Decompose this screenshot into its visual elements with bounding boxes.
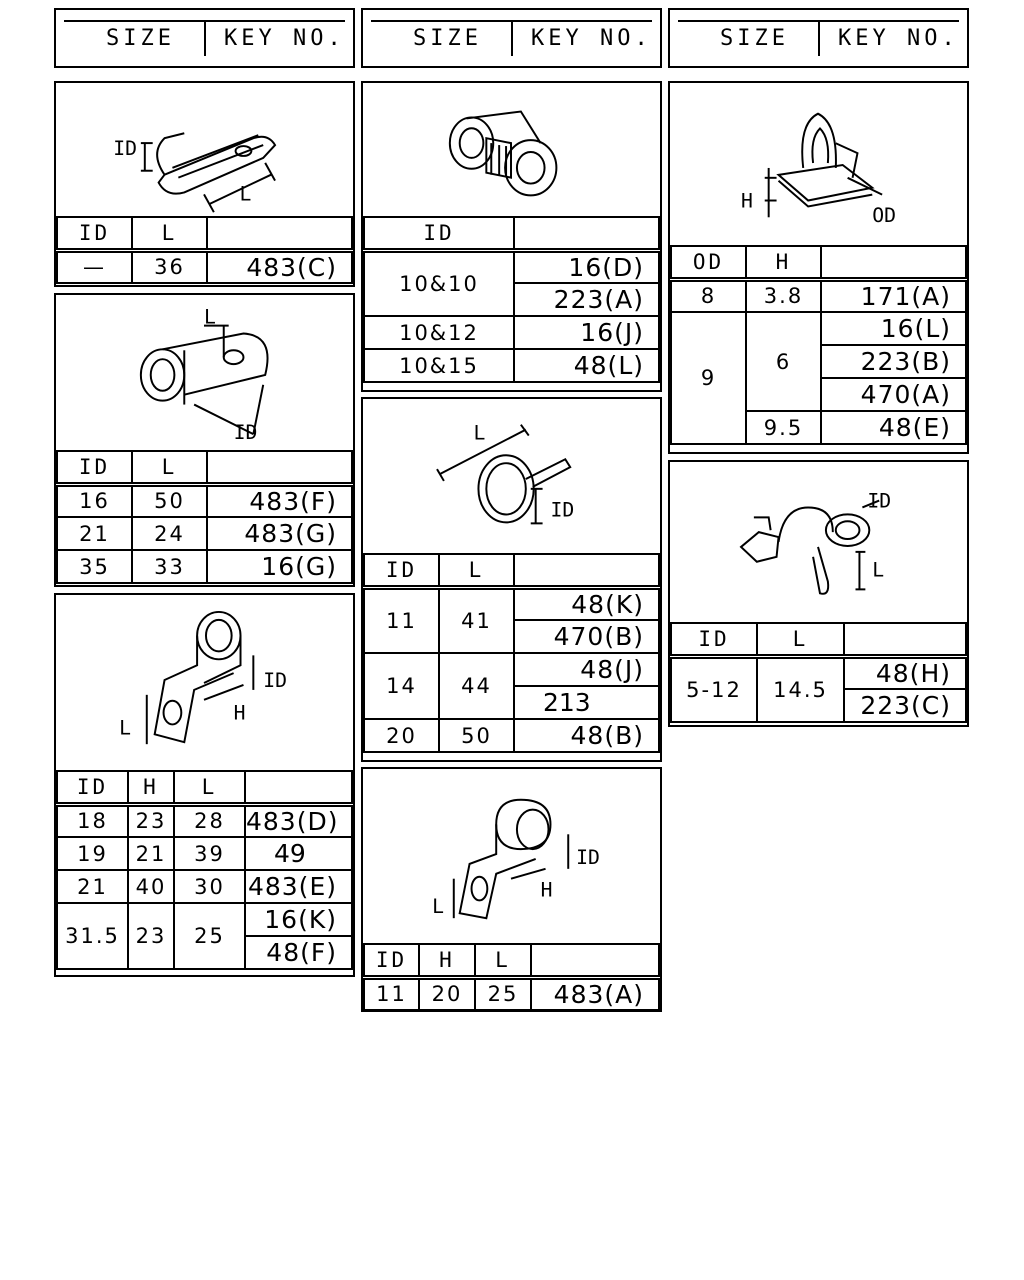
cell-key: 48(K) [514, 587, 659, 620]
spec-table [363, 216, 660, 383]
key-label: KEY NO. [531, 26, 652, 51]
cell-id: 5-12 [671, 656, 757, 722]
cell-l: 44 [439, 653, 514, 719]
cell-l: 36 [132, 250, 207, 283]
col-header: L [174, 771, 245, 804]
col-header: ID [57, 451, 132, 484]
spec-table [56, 216, 353, 284]
cell-key: 223(A) [514, 283, 659, 316]
cell-key: 48(J) [514, 653, 659, 686]
col-header [207, 217, 352, 250]
col-header: ID [364, 217, 514, 250]
spec-table [363, 553, 660, 753]
cell-key: 213 [514, 686, 659, 719]
fig-label-l: L [119, 716, 132, 740]
key-label: KEY NO. [224, 26, 345, 51]
col-header: ID [57, 771, 128, 804]
cell-key: 483(C) [207, 250, 352, 283]
p-clamp-small-figure [363, 769, 660, 944]
fig-label-l: L [239, 182, 252, 206]
cell-id: 21 [57, 517, 132, 550]
cell-key: 483(A) [531, 977, 659, 1010]
panel-push-clip [668, 81, 969, 454]
cell-id: 35 [57, 550, 132, 583]
cell-h: 9.5 [746, 411, 821, 444]
cell-key: 48(L) [514, 349, 659, 382]
double-clip-figure [363, 83, 660, 218]
cell-id: 18 [57, 804, 128, 837]
panel-clamp-eye [54, 293, 355, 587]
cell-h: 40 [128, 870, 174, 903]
cell-key: 48(H) [844, 656, 966, 689]
panel-double-clip [361, 81, 662, 392]
fig-label-h: H [741, 189, 753, 213]
col-header: H [419, 944, 475, 977]
col-header [844, 623, 966, 656]
col-header [207, 451, 352, 484]
cell-key: 483(G) [207, 517, 352, 550]
fig-label-od: OD [872, 204, 897, 228]
cell-key: 483(D) [245, 804, 352, 837]
cell-key: 16(J) [514, 316, 659, 349]
cell-h: 6 [746, 312, 821, 411]
cell-key: 483(E) [245, 870, 352, 903]
fig-label-id: ID [263, 668, 287, 692]
cell-key: 48(F) [245, 936, 352, 969]
panel-hose-clip [668, 460, 969, 727]
col-header [514, 217, 659, 250]
cell-key: 48(B) [514, 719, 659, 752]
header-col1 [54, 8, 355, 68]
cell-l: 25 [174, 903, 245, 969]
cell-l: 30 [174, 870, 245, 903]
cell-id: 11 [364, 977, 419, 1010]
col-header: L [475, 944, 531, 977]
cell-od: 9 [671, 312, 746, 444]
col-header [821, 246, 966, 279]
cell-l: 50 [439, 719, 514, 752]
col-header: ID [57, 217, 132, 250]
cell-key: 470(A) [821, 378, 966, 411]
col-header: L [132, 217, 207, 250]
panel-band-clamp [361, 397, 662, 762]
cell-h: 3.8 [746, 279, 821, 312]
cell-key: 171(A) [821, 279, 966, 312]
cell-id: 11 [364, 587, 439, 653]
clamp-figure [56, 295, 353, 450]
cell-key: 16(L) [821, 312, 966, 345]
spec-table [363, 943, 660, 1011]
fig-label-l: L [473, 421, 486, 445]
cell-key: 49 [245, 837, 352, 870]
cell-od: 8 [671, 279, 746, 312]
fig-label-h: H [233, 701, 246, 725]
panel-p-clamp-small [361, 767, 662, 1012]
push-clip-figure [670, 83, 967, 246]
fig-label-l: L [204, 305, 216, 329]
col-header: L [757, 623, 844, 656]
cell-id: 10&10 [364, 250, 514, 316]
fig-label-id: ID [867, 489, 892, 513]
cell-id: 21 [57, 870, 128, 903]
cell-id: 16 [57, 484, 132, 517]
panel-p-clamp [54, 593, 355, 977]
fig-label-id: ID [233, 421, 258, 445]
col-header: ID [364, 554, 439, 587]
cell-id: 20 [364, 719, 439, 752]
p-clamp-figure [56, 595, 353, 770]
col-header [531, 944, 659, 977]
spec-table [670, 622, 967, 723]
cell-l: 41 [439, 587, 514, 653]
spec-table [670, 245, 967, 445]
cell-h: 23 [128, 903, 174, 969]
cell-key: 483(F) [207, 484, 352, 517]
col-header: OD [671, 246, 746, 279]
cell-h: 21 [128, 837, 174, 870]
cell-key: 16(K) [245, 903, 352, 936]
hose-clip-figure [670, 462, 967, 623]
size-label: SIZE [720, 26, 789, 51]
cell-l: 14.5 [757, 656, 844, 722]
col-header [245, 771, 352, 804]
size-label: SIZE [106, 26, 175, 51]
cell-id: 10&12 [364, 316, 514, 349]
cell-id: — [57, 250, 132, 283]
fig-label-id: ID [576, 845, 600, 869]
cell-key: 223(B) [821, 345, 966, 378]
col-header: L [439, 554, 514, 587]
spec-table [56, 450, 353, 584]
cell-id: 10&15 [364, 349, 514, 382]
cell-l: 33 [132, 550, 207, 583]
col-header: H [746, 246, 821, 279]
cell-h: 23 [128, 804, 174, 837]
size-label: SIZE [413, 26, 482, 51]
clip-figure [56, 83, 353, 218]
col-header: ID [364, 944, 419, 977]
key-label: KEY NO. [838, 26, 959, 51]
col-header: L [132, 451, 207, 484]
cell-id: 31.5 [57, 903, 128, 969]
col-header: H [128, 771, 174, 804]
cell-id: 14 [364, 653, 439, 719]
fig-label-id: ID [550, 498, 575, 522]
cell-l: 28 [174, 804, 245, 837]
cell-key: 223(C) [844, 689, 966, 722]
cell-h: 20 [419, 977, 475, 1010]
cell-l: 24 [132, 517, 207, 550]
spec-table [56, 770, 353, 970]
cell-id: 19 [57, 837, 128, 870]
band-clamp-figure [363, 399, 660, 554]
cell-l: 39 [174, 837, 245, 870]
cell-key: 16(D) [514, 250, 659, 283]
col-header [514, 554, 659, 587]
cell-l: 25 [475, 977, 531, 1010]
header-col3 [668, 8, 969, 68]
fig-label-l: L [872, 558, 885, 582]
header-col2 [361, 8, 662, 68]
cell-l: 50 [132, 484, 207, 517]
fig-label-h: H [540, 878, 553, 902]
fig-label-l: L [432, 895, 444, 919]
fig-label-id: ID [113, 136, 137, 160]
cell-key: 16(G) [207, 550, 352, 583]
panel-clip-slotted [54, 81, 355, 287]
cell-key: 470(B) [514, 620, 659, 653]
cell-key: 48(E) [821, 411, 966, 444]
col-header: ID [671, 623, 757, 656]
